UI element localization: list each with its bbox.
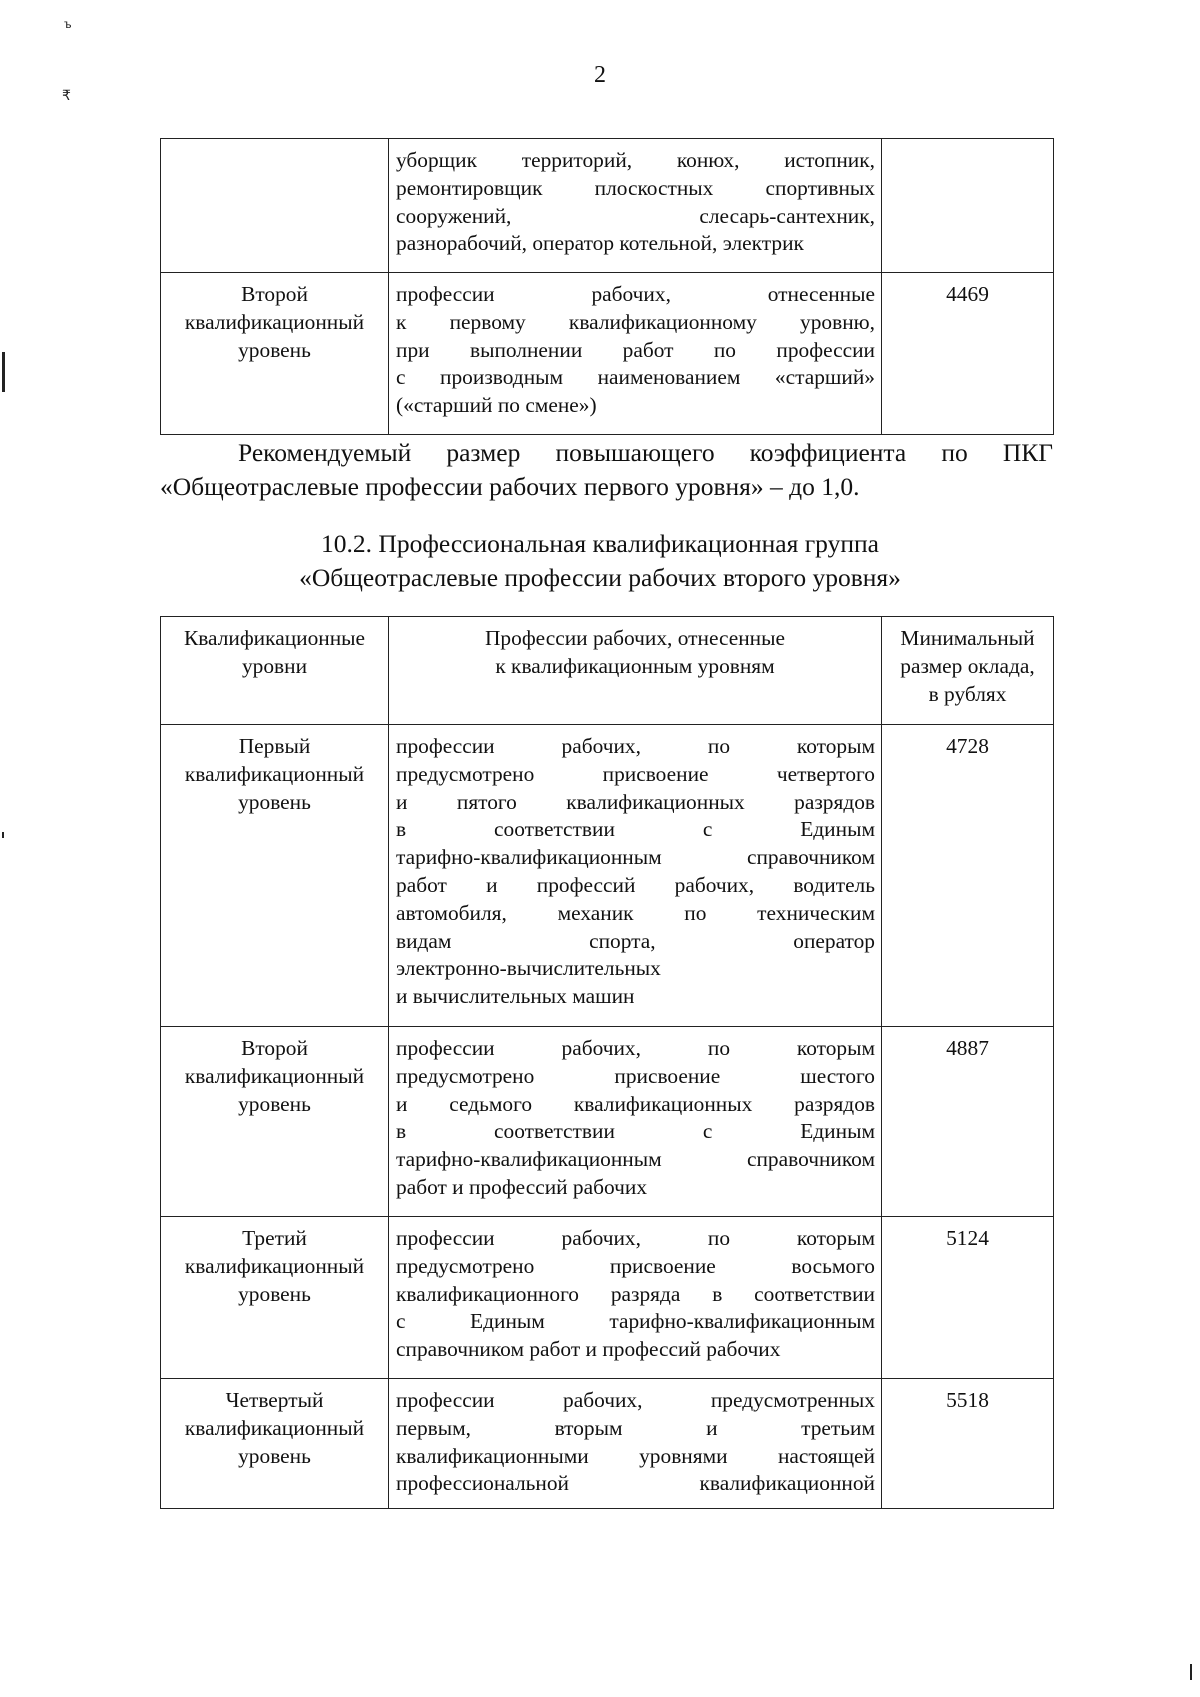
coefficient-note-line: «Общеотраслевые профессии рабочих первого уровня» – до 1,0. [160, 472, 860, 501]
description-line: электронно-вычислительных [396, 956, 661, 981]
salary-cell: 4469 [882, 273, 1054, 435]
header-line: в рублях [928, 681, 1007, 706]
salary-cell: 4728 [882, 725, 1054, 1027]
scan-mark: ₹ [62, 87, 71, 103]
salary-cell: 5124 [882, 1217, 1054, 1379]
level-line: Первый [238, 734, 311, 758]
header-line: Квалификационные [183, 626, 366, 650]
scan-mark [2, 832, 4, 838]
description-line: при выполнении работ по профессии [396, 337, 875, 362]
table-row [161, 273, 1054, 435]
level-line: Третий [242, 1226, 307, 1250]
description-line: профессии рабочих, по которым [396, 1036, 875, 1060]
description-line: тарифно-квалификационным справочником [396, 1147, 875, 1172]
level-cell [161, 1379, 389, 1509]
header-description [389, 617, 882, 725]
header-line: к квалификационным уровням [495, 653, 775, 678]
description-line: предусмотрено присвоение восьмого [396, 1253, 875, 1278]
description-line: первым, вторым и третьим [396, 1415, 875, 1440]
coefficient-note-line: Рекомендуемый размер повышающего коэффициента по ПКГ [238, 438, 1053, 467]
description-line: профессии рабочих, по которым [396, 734, 875, 758]
header-line: Профессии рабочих, отнесенные [484, 626, 785, 650]
header-salary [882, 617, 1054, 725]
level-cell [161, 139, 389, 273]
description-cell [389, 725, 882, 1027]
description-line: профессии рабочих, по которым [396, 1226, 875, 1250]
scan-mark [2, 352, 5, 392]
level-cell [161, 725, 389, 1027]
table-header-row [161, 617, 1054, 725]
table-row [161, 725, 1054, 1027]
description-line: («старший по смене») [396, 393, 597, 418]
description-line: предусмотрено присвоение четвертого [396, 761, 875, 786]
level-line: уровень [238, 789, 311, 814]
description-line: квалификационного разряда в соответствии [396, 1281, 875, 1306]
level-line: квалификационный [184, 309, 365, 334]
scan-mark [1190, 1664, 1192, 1680]
description-line: и вычислительных машин [396, 984, 635, 1009]
description-cell [389, 139, 882, 273]
level-line: уровень [238, 1091, 311, 1116]
level-cell [161, 273, 389, 435]
salary-cell [882, 139, 1054, 273]
description-cell [389, 1379, 882, 1509]
description-cell [389, 1217, 882, 1379]
qualification-table [160, 616, 1054, 1509]
section-heading [0, 527, 1200, 595]
salary-cell: 5518 [882, 1379, 1054, 1509]
header-level [161, 617, 389, 725]
level-cell [161, 1027, 389, 1217]
table-row [161, 1379, 1054, 1509]
page-number: 2 [594, 62, 606, 88]
description-line: тарифно-квалификационным справочником [396, 845, 875, 870]
level-line: Второй [241, 1036, 308, 1060]
level-line: уровень [238, 1281, 311, 1306]
level-line: квалификационный [184, 1253, 365, 1278]
description-line: с Единым тарифно-квалификационным [396, 1309, 875, 1334]
description-line: профессии рабочих, отнесенные [396, 282, 875, 306]
level-line: уровень [238, 337, 311, 362]
level-line: квалификационный [184, 1063, 365, 1088]
description-cell [389, 1027, 882, 1217]
description-line: автомобиля, механик по техническим [396, 900, 875, 925]
section-heading-line: 10.2. Профессиональная квалификационная группа [321, 529, 879, 558]
level-line: Второй [241, 282, 308, 306]
description-line: работ и профессий рабочих, водитель [396, 872, 875, 897]
description-line: предусмотрено присвоение шестого [396, 1063, 875, 1088]
level-line: квалификационный [184, 1415, 365, 1440]
level-line: уровень [238, 1443, 311, 1468]
description-line: в соответствии с Единым [396, 817, 875, 842]
description-line: разнорабочий, оператор котельной, электрик [396, 231, 804, 256]
table-row [161, 1217, 1054, 1379]
table-row [161, 1027, 1054, 1217]
salary-cell: 4887 [882, 1027, 1054, 1217]
description-line: с производным наименованием «старший» [396, 365, 875, 390]
description-line: профессии рабочих, предусмотренных [396, 1388, 875, 1412]
coefficient-note [160, 436, 1053, 504]
description-line: профессиональной квалификационной [396, 1471, 875, 1496]
level-line: квалификационный [184, 761, 365, 786]
description-line: и пятого квалификационных разрядов [396, 789, 875, 814]
scan-mark: ъ [64, 17, 72, 31]
section-heading-line: «Общеотраслевые профессии рабочих второго уровня» [299, 563, 901, 592]
description-line: видам спорта, оператор [396, 928, 875, 953]
table-row [161, 139, 1054, 273]
description-line: работ и профессий рабочих [396, 1174, 648, 1199]
description-line: уборщик территорий, конюх, истопник, [396, 148, 875, 172]
level-cell [161, 1217, 389, 1379]
header-line: Минимальный [900, 626, 1035, 650]
level-line: Четвертый [225, 1388, 324, 1412]
header-line: размер оклада, [900, 653, 1035, 678]
description-line: к первому квалификационному уровню, [396, 309, 875, 334]
description-line: в соответствии с Единым [396, 1119, 875, 1144]
description-line: справочником работ и профессий рабочих [396, 1337, 781, 1362]
description-line: сооружений, слесарь-сантехник, [396, 203, 875, 228]
continuation-table [160, 138, 1054, 435]
description-cell [389, 273, 882, 435]
description-line: квалификационными уровнями настоящей [396, 1443, 875, 1468]
description-line: ремонтировщик плоскостных спортивных [396, 175, 875, 200]
header-line: уровни [241, 653, 308, 678]
description-line: и седьмого квалификационных разрядов [396, 1091, 875, 1116]
